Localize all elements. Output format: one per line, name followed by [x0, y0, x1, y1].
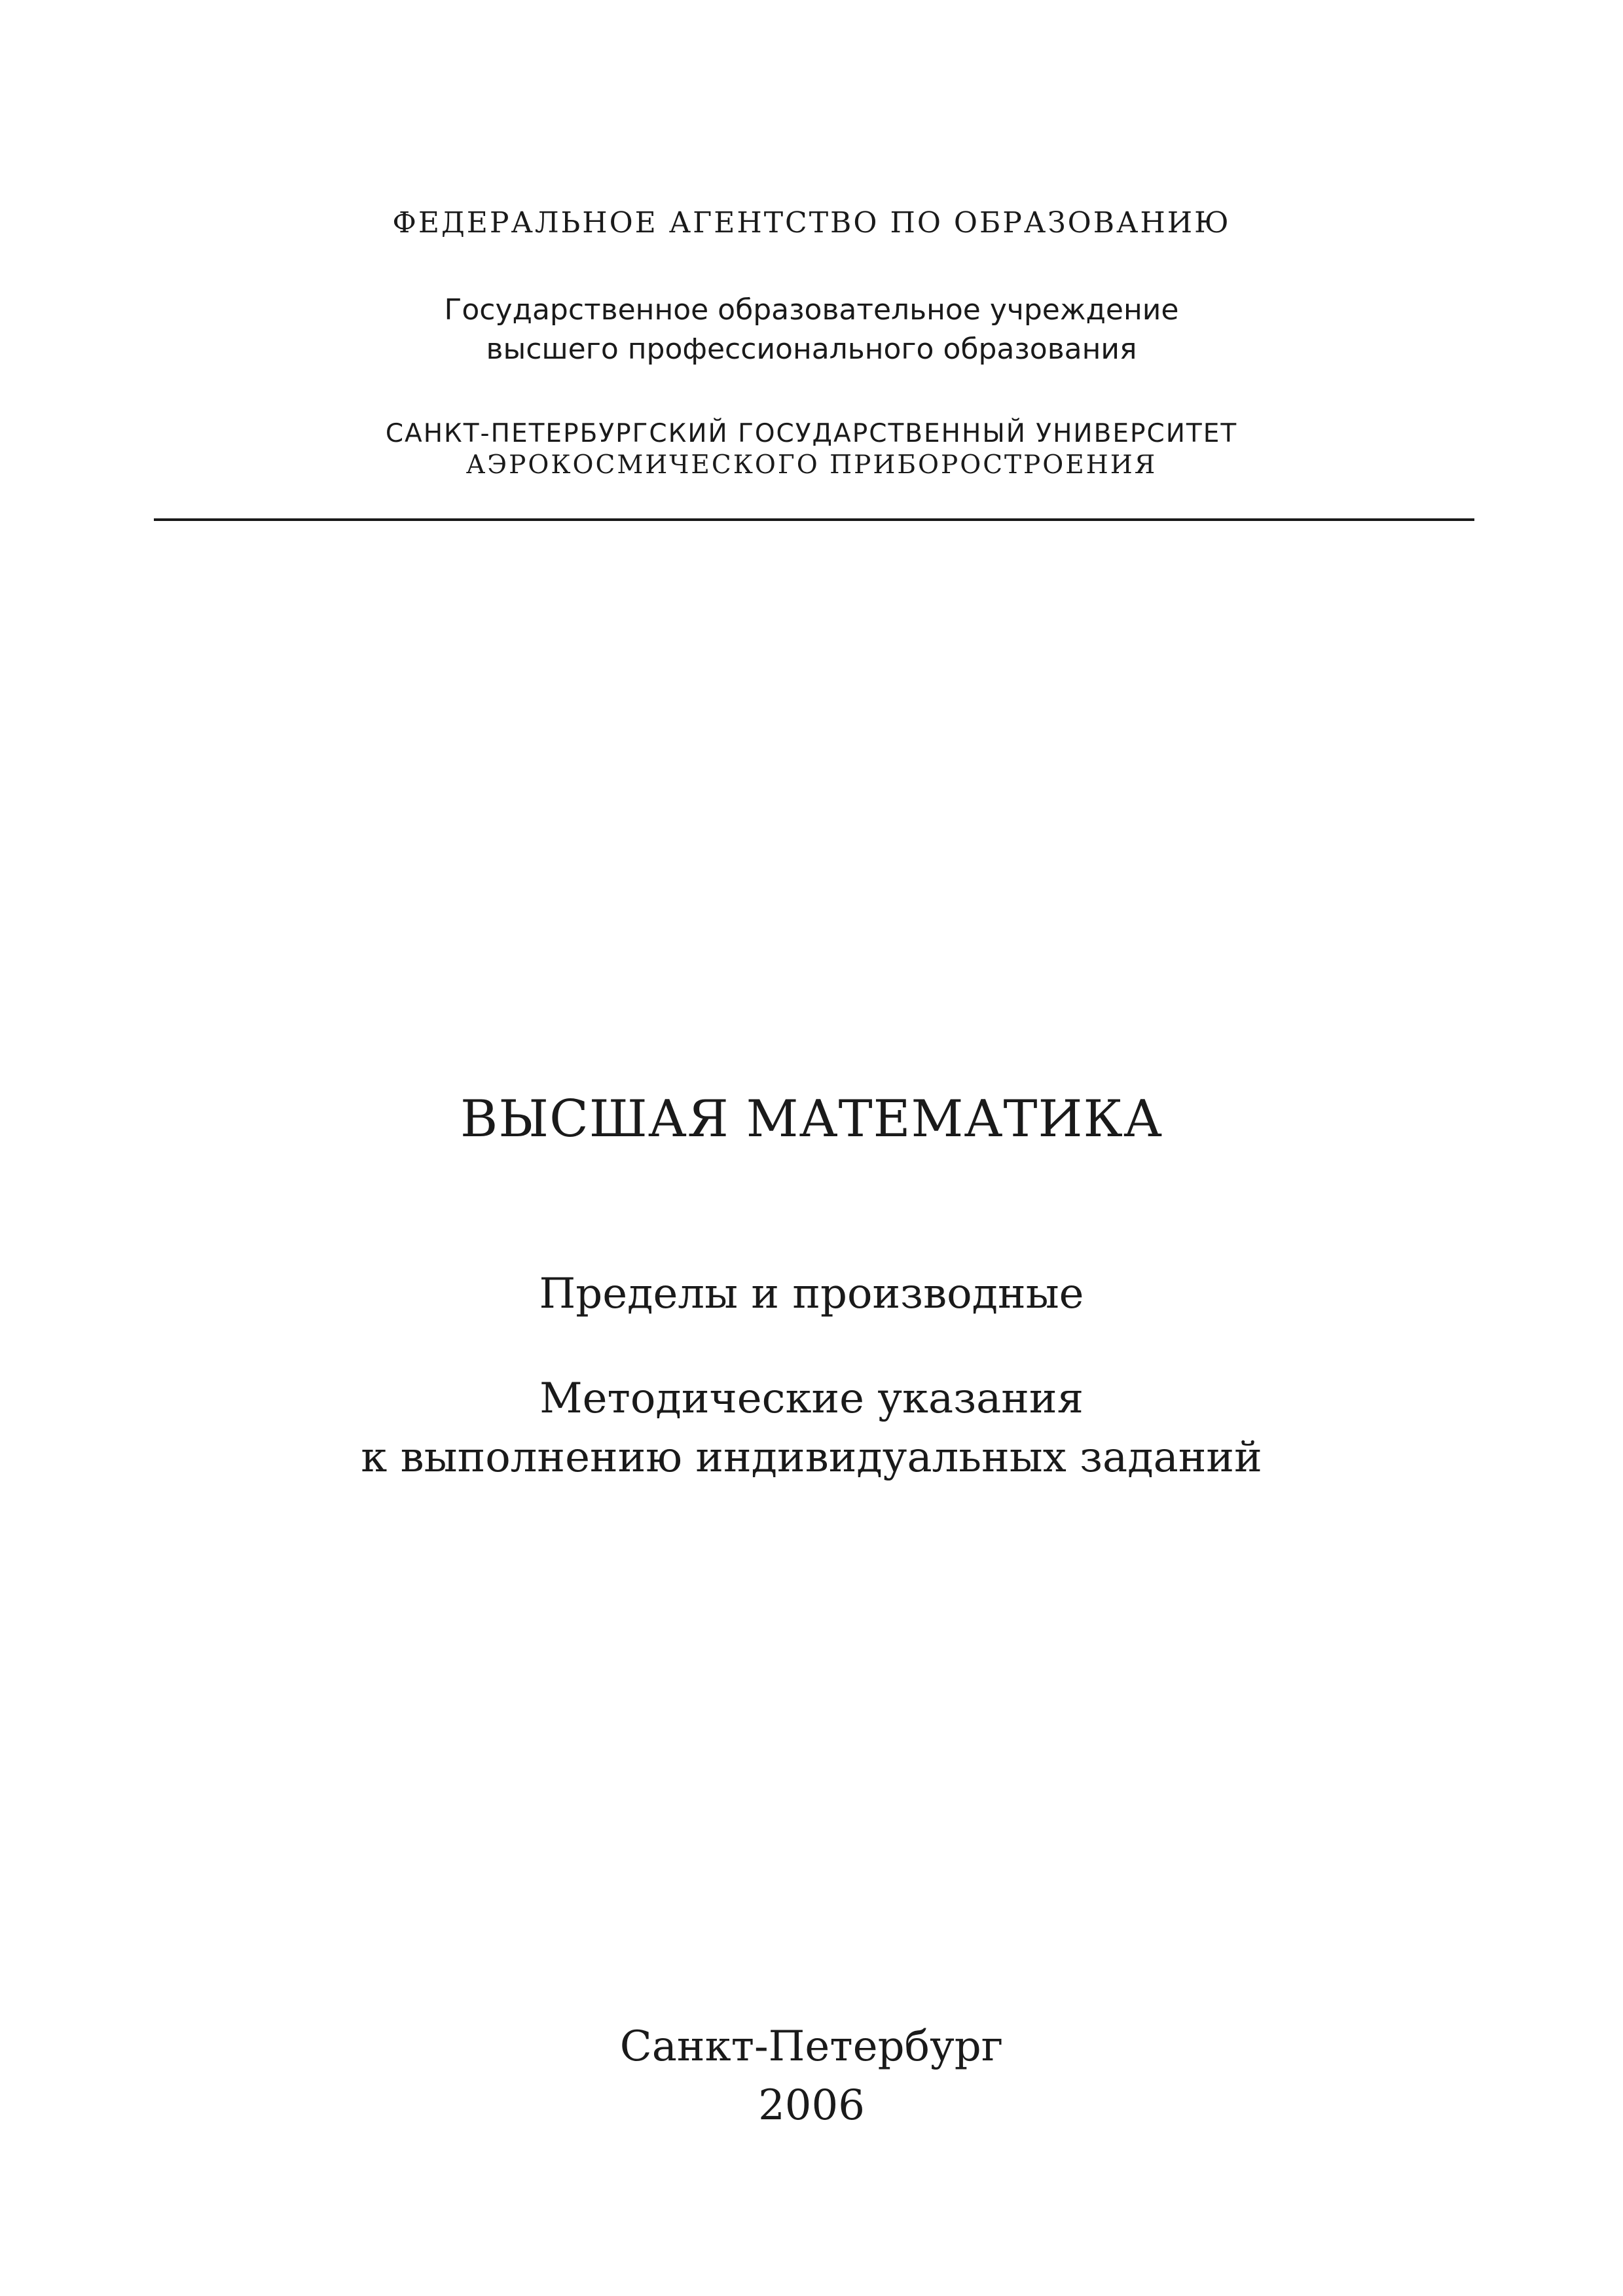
- document-title: ВЫСШАЯ МАТЕМАТИКА: [460, 1090, 1163, 1149]
- institution-type-line-1: Государственное образовательное учреждение: [444, 293, 1179, 327]
- publication-city: Санкт-Петербург: [619, 2022, 1004, 2071]
- publication-year: 2006: [758, 2081, 865, 2130]
- header-divider: [154, 518, 1474, 521]
- document-subtitle: Пределы и производные: [539, 1270, 1084, 1318]
- university-name-line-2: АЭРОКОСМИЧЕСКОГО ПРИБОРОСТРОЕНИЯ: [465, 450, 1158, 480]
- agency-name: ФЕДЕРАЛЬНОЕ АГЕНТСТВО ПО ОБРАЗОВАНИЮ: [392, 206, 1231, 240]
- institution-type-line-2: высшего профессионального образования: [486, 332, 1137, 366]
- university-name-line-1: САНКТ-ПЕТЕРБУРГСКИЙ ГОСУДАРСТВЕННЫЙ УНИВЕРСИТЕТ: [385, 419, 1238, 448]
- document-description-line-2: к выполнению индивидуальных заданий: [361, 1433, 1262, 1482]
- document-description-line-1: Методические указания: [539, 1374, 1084, 1423]
